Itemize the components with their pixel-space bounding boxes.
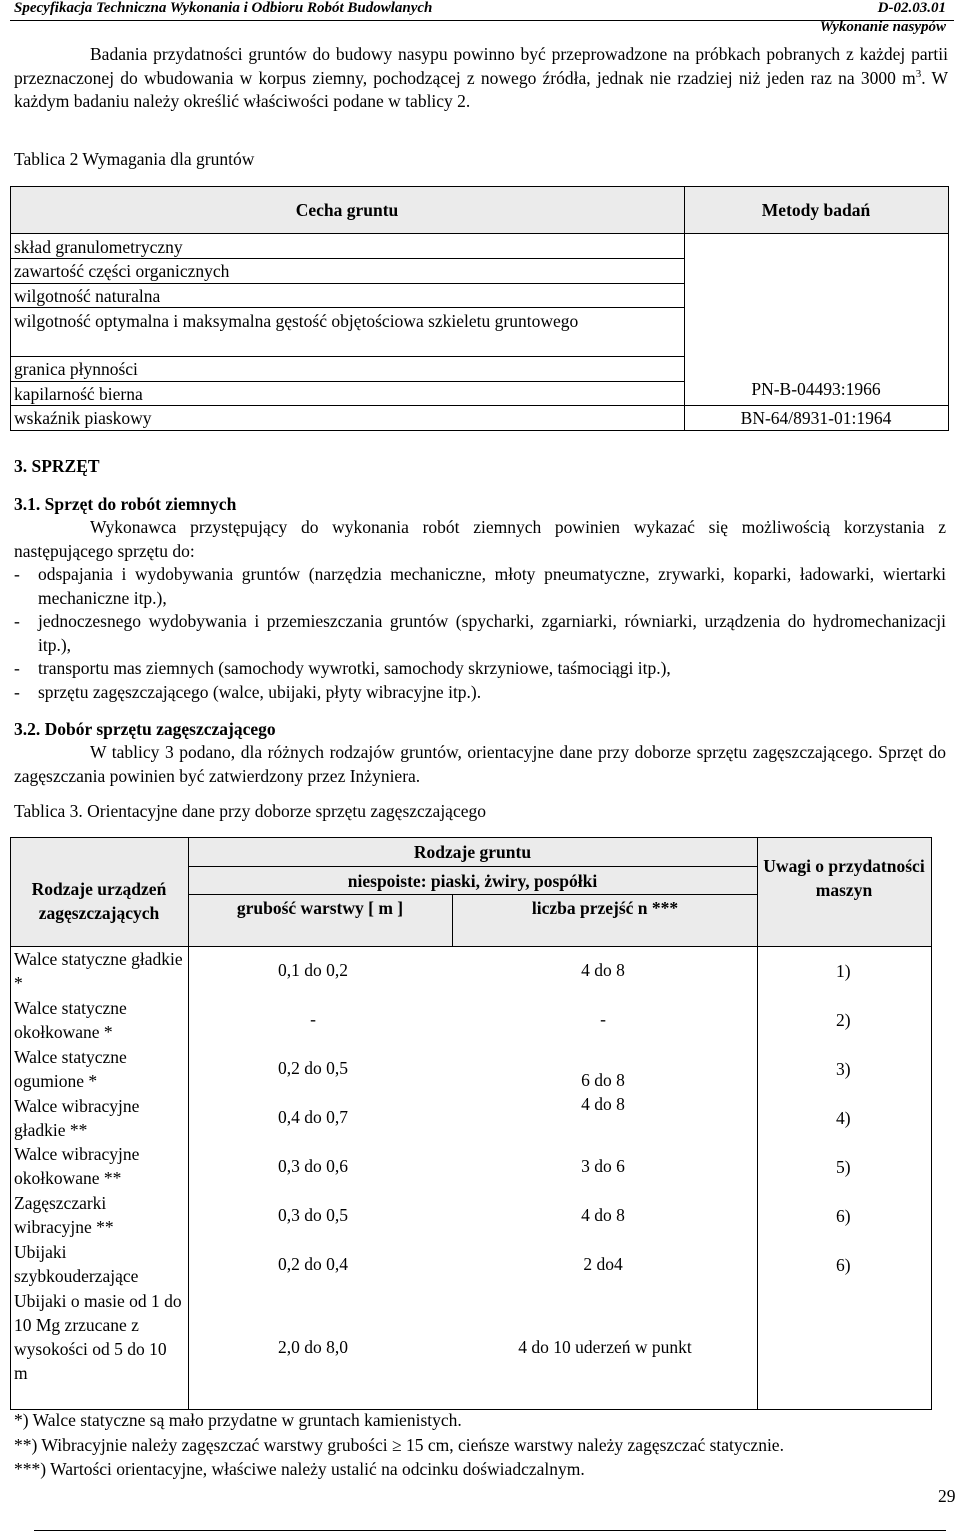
table3-passes: - — [600, 1009, 606, 1029]
table3-device: Zagęszczarki wibracyjne ** — [14, 1193, 114, 1237]
table3-device: Walce statyczne gładkie * — [14, 949, 183, 993]
table2-method-last: BN-64/8931-01:1964 — [740, 408, 892, 428]
running-header-subtitle: Wykonanie nasypów — [819, 19, 946, 35]
table3-header-devices: Rodzaje urządzeń zagęszczających — [31, 879, 167, 923]
table2-row: wilgotność optymalna i maksymalna gęstość objętościowa szkieletu gruntowego — [14, 311, 579, 331]
table3-passes: 4 do 8 — [581, 960, 625, 980]
list-item: jednoczesnego wydobywania i przemieszczania gruntów (spycharki, zgarniarki, równiarki, urządzenia do hydromechanizacji itp.), — [38, 611, 946, 655]
table3-thickness: 2,0 do 8,0 — [278, 1337, 348, 1357]
table3-note: 6) — [836, 1255, 851, 1275]
table3-note: 1) — [836, 961, 851, 981]
table3-note: 4) — [836, 1108, 851, 1128]
running-header-title: Specyfikacja Techniczna Wykonania i Odbioru Robót Budowlanych — [14, 0, 433, 16]
table3-note: 5) — [836, 1157, 851, 1177]
table3-note: 2) — [836, 1010, 851, 1030]
table3-device: Walce wibracyjne okołkowane ** — [14, 1144, 140, 1188]
table3-caption: Tablica 3. Orientacyjne dane przy doborze sprzętu zagęszczającego — [14, 801, 486, 821]
table3-passes-merged-b: 4 do 8 — [581, 1094, 625, 1114]
list-dash: - — [14, 564, 20, 584]
table3-thickness: 0,1 do 0,2 — [278, 960, 348, 980]
list-item: sprzętu zagęszczającego (walce, ubijaki, płyty wibracyjne itp.). — [38, 682, 482, 702]
table3-thickness: - — [310, 1009, 316, 1029]
table3-device: Ubijaki szybkouderzające — [14, 1242, 139, 1286]
table3-thickness: 0,3 do 0,6 — [278, 1156, 348, 1176]
table3-header-sub: niespoiste: piaski, żwiry, pospółki — [347, 871, 598, 891]
table3-thickness: 0,4 do 0,7 — [278, 1107, 348, 1127]
running-header-code: D-02.03.01 — [877, 0, 946, 16]
list-item: transportu mas ziemnych (samochody wywrotki, samochody skrzyniowe, taśmociągi itp.), — [38, 658, 671, 678]
table3-device: Walce wibracyjne gładkie ** — [14, 1096, 140, 1140]
table3-device: Ubijaki o masie od 1 do 10 Mg zrzucane z wysokości od 5 do 10 m — [14, 1291, 182, 1383]
list-dash: - — [14, 682, 20, 702]
section-3-title: 3. SPRZĘT — [14, 456, 100, 476]
table3-thickness: 0,2 do 0,5 — [278, 1058, 348, 1078]
table3-passes: 3 do 6 — [581, 1156, 625, 1176]
footnote-2: **) Wibracyjnie należy zagęszczać warstwy grubości ≥ 15 cm, cieńsze warstwy należy zagęszczać statycznie. — [14, 1435, 784, 1455]
table2-row: wskaźnik piaskowy — [14, 408, 152, 428]
table3-passes-merged-a: 6 do 8 — [581, 1070, 625, 1090]
table2-row: wilgotność naturalna — [14, 286, 161, 306]
table2-row: skład granulometryczny — [14, 237, 183, 257]
table2-caption: Tablica 2 Wymagania dla gruntów — [14, 149, 255, 169]
table3-note: 6) — [836, 1206, 851, 1226]
table3-passes: 4 do 8 — [581, 1205, 625, 1225]
table2-row: zawartość części organicznych — [14, 261, 230, 281]
table3-passes: 2 do4 — [583, 1254, 623, 1274]
table3-header-soils: Rodzaje gruntu — [413, 842, 532, 862]
list-dash: - — [14, 611, 20, 631]
intro-paragraph: Badania przydatności gruntów do budowy nasypu powinno być przeprowadzone na próbkach pobranych z każdej partii przeznaczonej do wbudowania w korpus ziemny, pochodzącej z nowego źródła, jednak nie rzadziej niż jeden raz na 3000 $m^3$. W każdym badaniu należy określić właściwości podane w tablicy 2. — [14, 44, 948, 111]
table3-passes: 4 do 10 uderzeń w punkt — [518, 1337, 692, 1357]
table3-header-thickness: grubość warstwy [ m ] — [236, 898, 404, 918]
list-dash: - — [14, 658, 20, 678]
section-3-2-text: W tablicy 3 podano, dla różnych rodzajów gruntów, orientacyjne dane przy doborze sprzętu zagęszczającego. Sprzęt do zagęszczania powinien być zatwierdzony przez Inżyniera. — [14, 742, 946, 786]
table3-header-passes: liczba przejść n *** — [531, 898, 679, 918]
table3-header-notes: Uwagi o przydatności maszyn — [763, 856, 925, 900]
header-rule — [10, 20, 954, 21]
table2-header-method: Metody badań — [761, 200, 871, 220]
table3-thickness: 0,3 do 0,5 — [278, 1205, 348, 1225]
table3-thickness: 0,2 do 0,4 — [278, 1254, 348, 1274]
footnote-1: *) Walce statyczne są mało przydatne w gruntach kamienistych. — [14, 1410, 462, 1430]
footnote-3: ***) Wartości orientacyjne, właściwe należy ustalić na odcinku doświadczalnym. — [14, 1459, 585, 1479]
table3-device: Walce statyczne okołkowane * — [14, 998, 127, 1042]
footer-rule — [34, 1530, 946, 1531]
page-number: 29 — [938, 1486, 956, 1506]
section-3-2-title: 3.2. Dobór sprzętu zagęszczającego — [14, 719, 276, 739]
table2-method-main: PN-B-04493:1966 — [751, 379, 881, 399]
table2-row: kapilarność bierna — [14, 384, 143, 404]
section-3-1-intro: Wykonawca przystępujący do wykonania robót ziemnych powinien wykazać się możliwością korzystania z następującego sprzętu do: — [14, 517, 946, 561]
list-item: odspajania i wydobywania gruntów (narzędzia mechaniczne, młoty pneumatyczne, zrywarki, koparki, ładowarki, wiertarki mechaniczne itp.), — [38, 564, 946, 608]
table3-note: 3) — [836, 1059, 851, 1079]
table2-row: granica płynności — [14, 359, 138, 379]
table3-device: Walce statyczne ogumione * — [14, 1047, 127, 1091]
table2-header-feature: Cecha gruntu — [295, 200, 399, 220]
section-3-1-title: 3.1. Sprzęt do robót ziemnych — [14, 494, 237, 514]
